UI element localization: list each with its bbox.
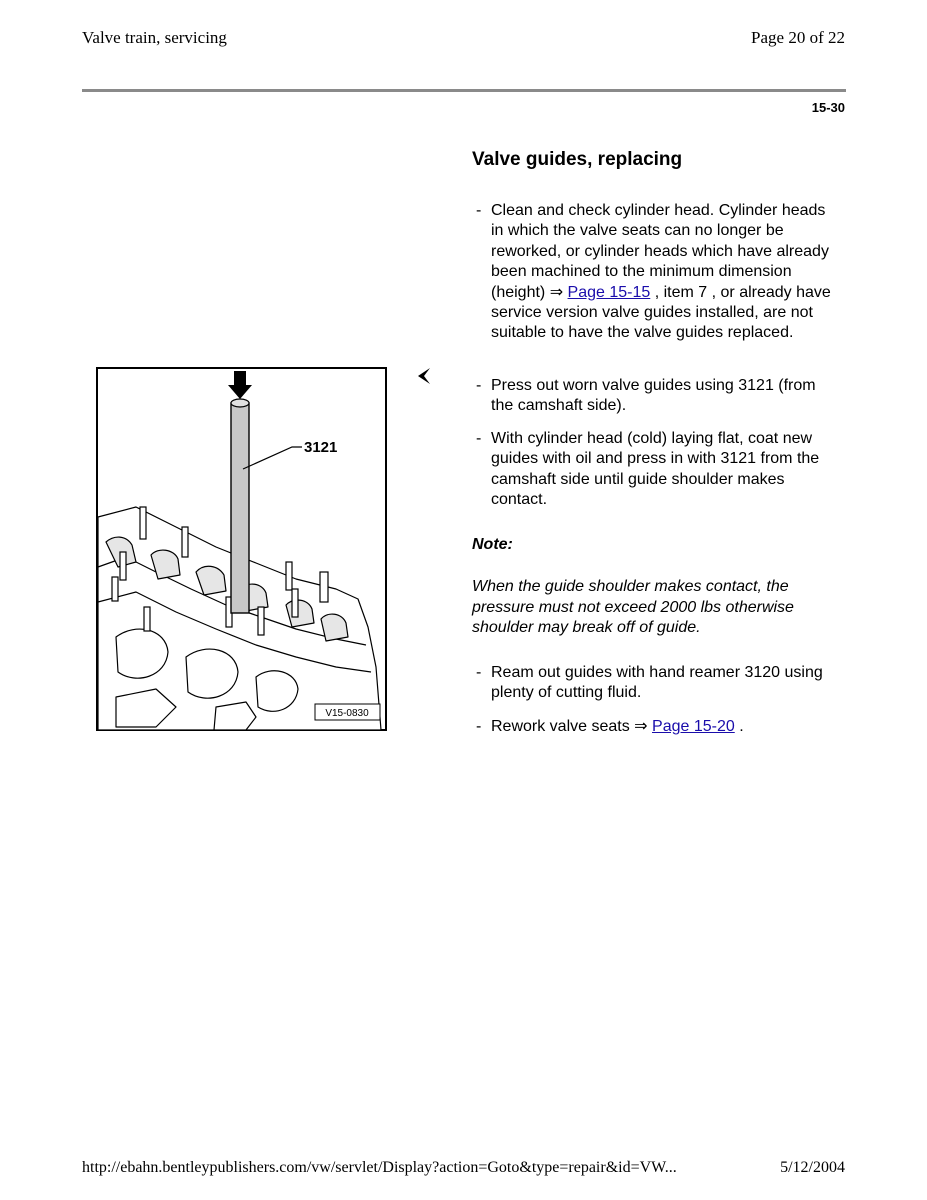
page-15-15-link[interactable]: Page 15-15 — [567, 283, 651, 301]
step-clean-check — [472, 201, 846, 346]
step-line: Press out worn valve guides using 3121 (from — [491, 377, 816, 394]
step-coat-press-in — [472, 429, 846, 515]
tool-number-label: 3121 — [304, 439, 338, 456]
step-ream-out — [472, 663, 846, 707]
step-line: Clean and check cylinder head. Cylinder heads — [491, 202, 826, 219]
print-date: 5/12/2004 — [780, 1159, 845, 1176]
step-line: guides with oil and press in with 3121 from the — [491, 450, 820, 468]
step-line: plenty of cutting fluid. — [491, 684, 642, 702]
step-line — [491, 717, 846, 737]
note-text — [472, 577, 852, 639]
step-dash: - — [476, 430, 482, 447]
step-rework-seats — [472, 717, 846, 741]
step-line: With cylinder head (cold) laying flat, coat new — [491, 430, 813, 447]
note-line: When the guide shoulder makes contact, the — [472, 578, 789, 595]
link-prefix: (height) ⇒ — [491, 283, 568, 301]
note-line: shoulder may break off of guide. — [472, 619, 701, 637]
link-suffix: , item 7 , or already have — [650, 283, 831, 301]
step-dash: - — [476, 718, 482, 735]
step-press-out — [472, 376, 846, 420]
step-line: in which the valve seats can no longer be — [491, 222, 784, 240]
section-title: Valve guides, replacing — [472, 149, 683, 170]
step-line: contact. — [491, 491, 548, 509]
cylinder-head-illustration — [96, 367, 387, 731]
step-line: suitable to have the valve guides replaced. — [491, 324, 794, 342]
step-dash: - — [476, 202, 482, 219]
step-dash: - — [476, 377, 482, 394]
note-line: pressure must not exceed 2000 lbs otherwise — [472, 598, 794, 616]
header-divider — [82, 89, 846, 92]
link-prefix: Rework valve seats ⇒ — [491, 718, 653, 735]
step-line: service version valve guides installed, are not — [491, 304, 813, 322]
cylinder-head-figure — [96, 367, 387, 731]
source-url: http://ebahn.bentleypublishers.com/vw/servlet/Display?action=Goto&type=repair&id=VW... — [82, 1159, 677, 1176]
step-dash: - — [476, 664, 482, 681]
page-15-20-link[interactable]: Page 15-20 — [652, 718, 735, 735]
page-number: Page 20 of 22 — [751, 28, 845, 47]
step-line: been machined to the minimum dimension — [491, 263, 792, 281]
step-line: the camshaft side). — [491, 397, 627, 415]
section-page-code: 15-30 — [811, 100, 845, 115]
step-line: reworked, or cylinder heads which have already — [491, 242, 829, 260]
step-line: camshaft side until guide shoulder makes — [491, 470, 785, 488]
step-line: Ream out guides with hand reamer 3120 using — [491, 664, 823, 681]
link-suffix: . — [734, 718, 744, 735]
step-line — [491, 283, 846, 303]
document-title: Valve train, servicing — [82, 28, 227, 47]
image-code-label: V15-0830 — [325, 708, 369, 719]
note-label: Note: — [472, 536, 513, 553]
figure-pointer-icon — [415, 366, 433, 386]
